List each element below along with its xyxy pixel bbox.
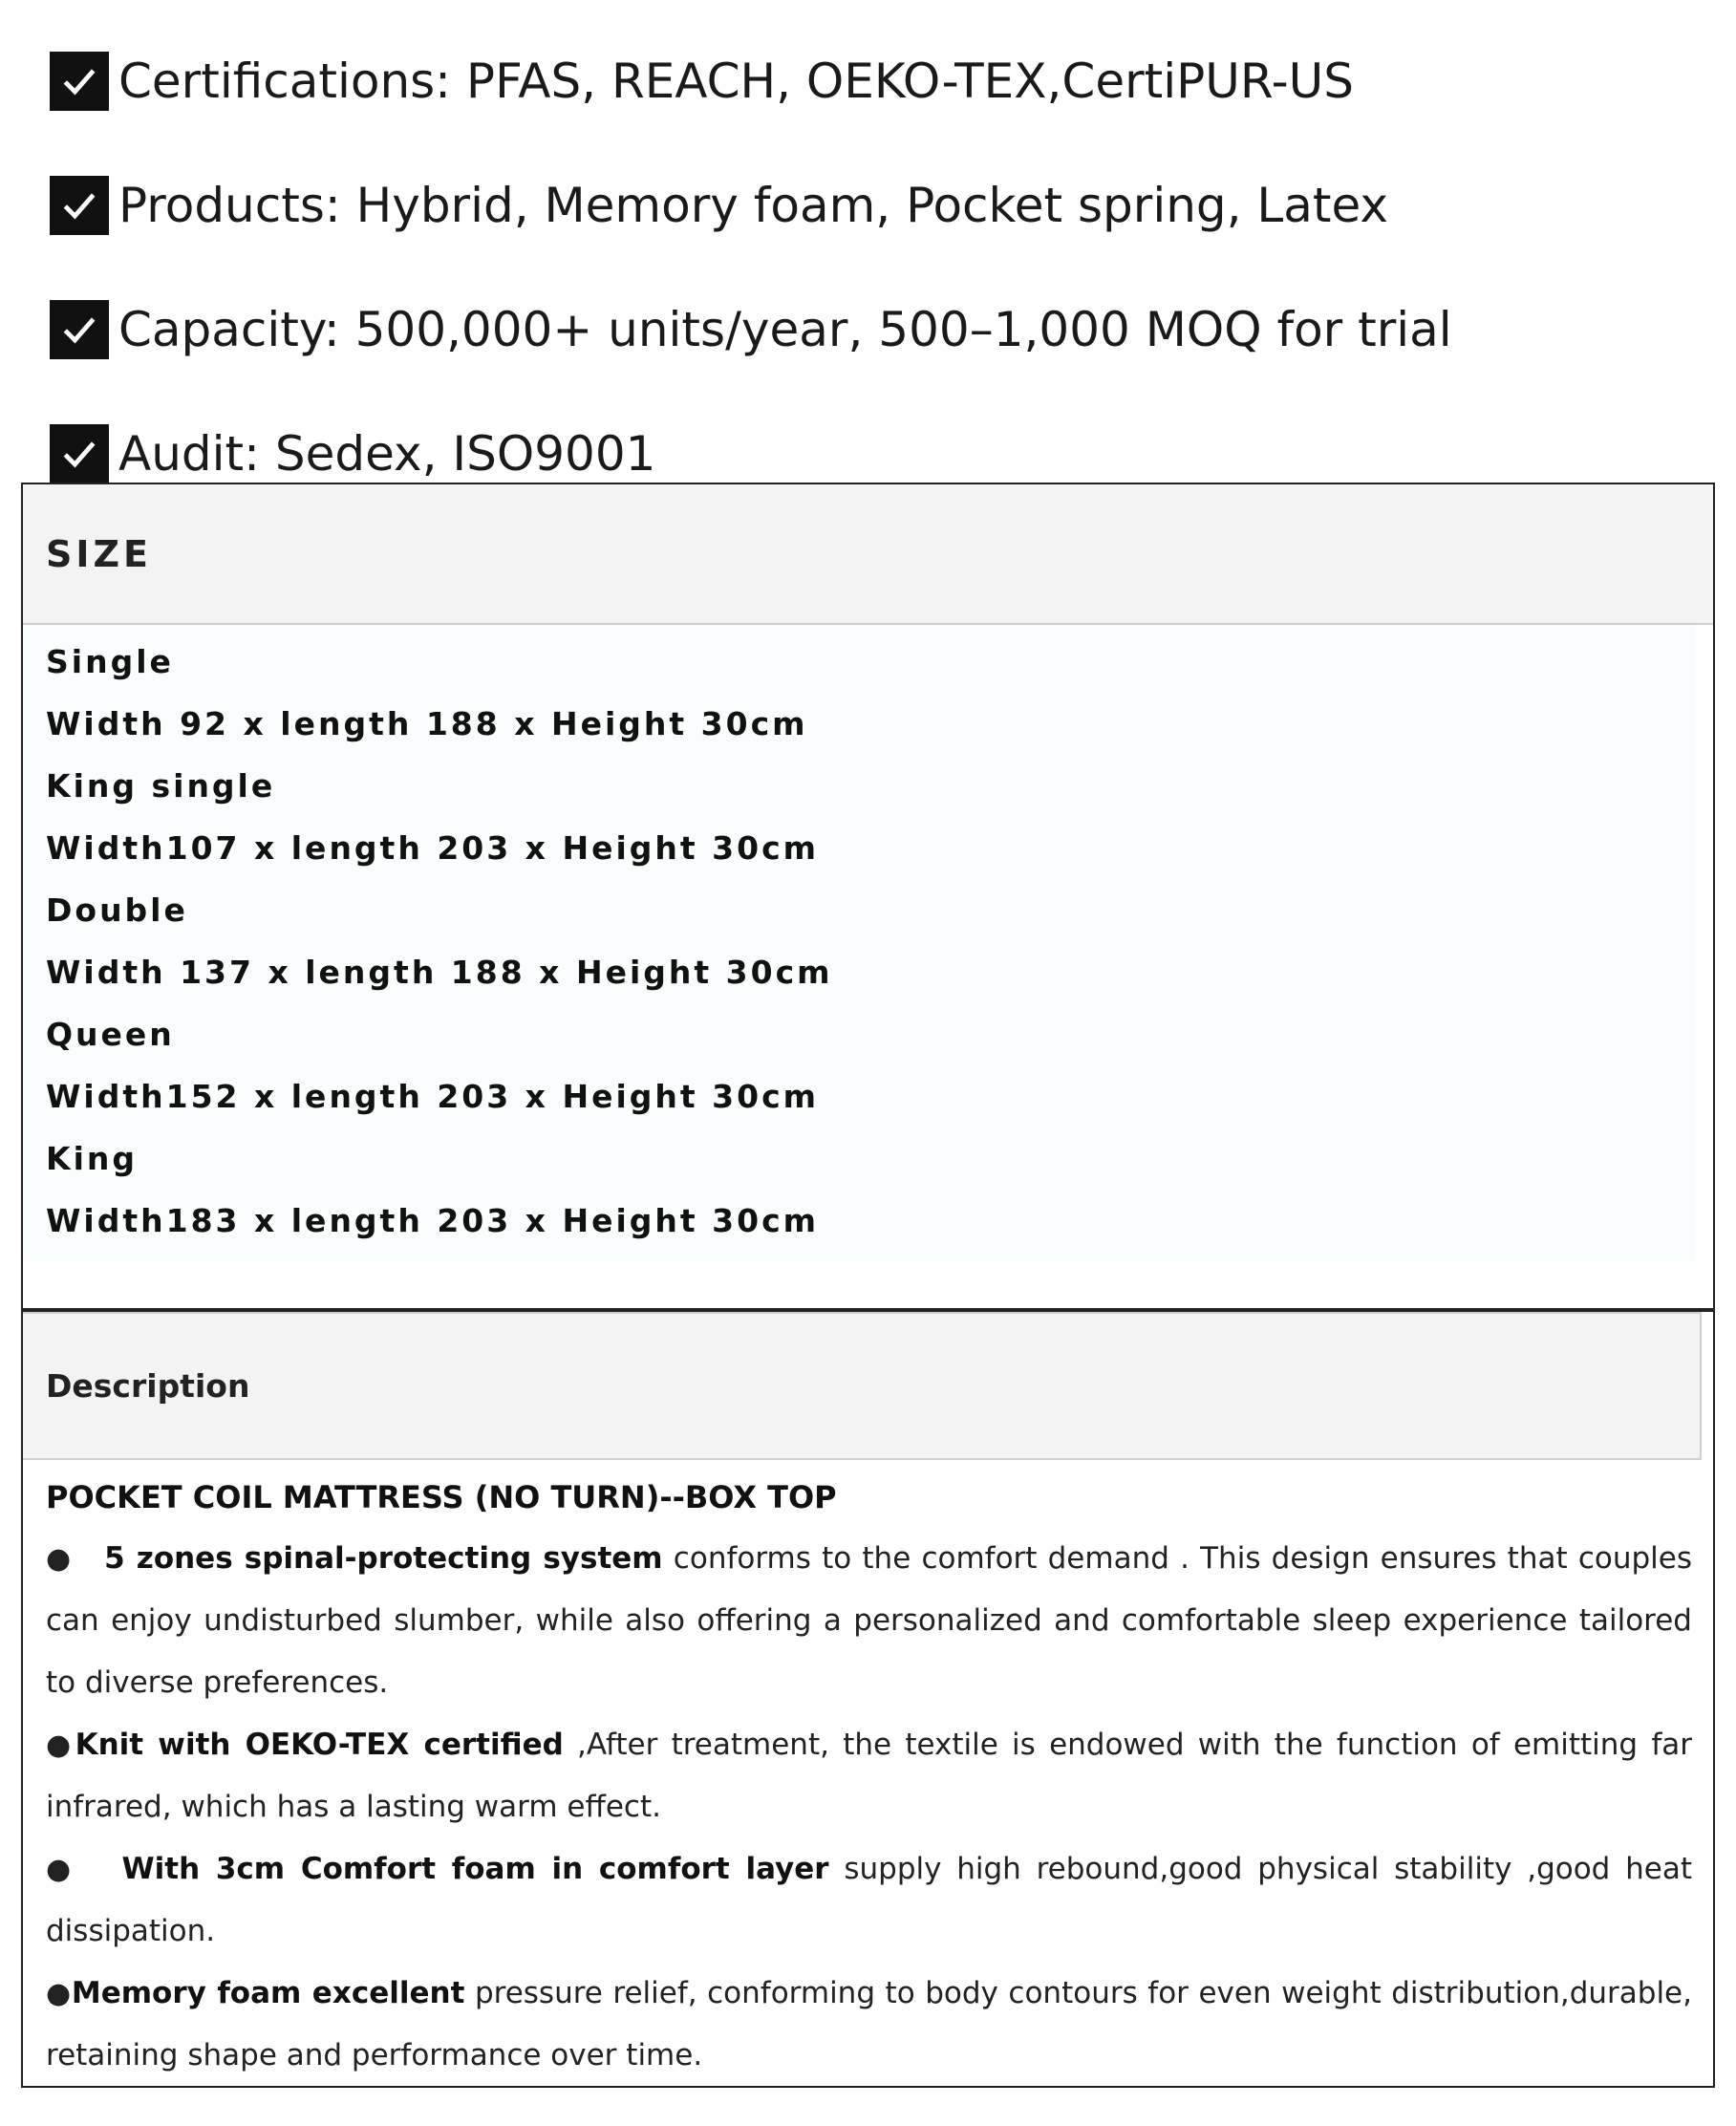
description-heading: Description	[23, 1312, 1702, 1460]
feature-highlight: Knit with OEKO-TEX certified	[75, 1728, 564, 1762]
product-title: POCKET COIL MATTRESS (NO TURN)--BOX TOP	[46, 1478, 837, 1515]
feature-text: conforms to the comfort demand . This design ensures that couples can enjoy undisturbed slumber, while also offering a personalized and comfortable sleep experience tailored to diverse preferences.	[46, 1541, 1692, 1700]
checklist-item-text: Audit: Sedex, ISO9001	[118, 426, 656, 482]
size-heading: SIZE	[23, 484, 1713, 625]
size-name: Single	[46, 643, 174, 680]
checkbox-checked-icon	[50, 176, 109, 235]
checklist-item-text: Products: Hybrid, Memory foam, Pocket spring, Latex	[118, 178, 1389, 233]
description-section	[21, 1310, 1715, 2088]
size-dimensions: Width183 x length 203 x Height 30cm	[46, 1202, 820, 1239]
feature-text: supply high rebound,good physical stability ,good heat dissipation.	[46, 1852, 1692, 1948]
checklist-item-text: Capacity: 500,000+ units/year, 500–1,000 MOQ for trial	[118, 302, 1452, 357]
feature-highlight: Memory foam excellent	[71, 1976, 465, 2010]
feature-highlight: 5 zones spinal-protecting system	[104, 1541, 663, 1576]
size-dimensions: Width 137 x length 188 x Height 30cm	[46, 954, 833, 991]
checklist-item	[50, 143, 1712, 268]
bullet-icon: ●	[46, 1853, 77, 1886]
checkbox-checked-icon	[50, 300, 109, 359]
size-name: King	[46, 1140, 138, 1177]
size-dimensions: Width152 x length 203 x Height 30cm	[46, 1078, 820, 1115]
feature-text: pressure relief, conforming to body contours for even weight distribution,durable, retaining shape and performance over time.	[46, 1976, 1692, 2072]
size-section	[21, 483, 1715, 1310]
size-name: King single	[46, 767, 276, 805]
size-list	[23, 625, 1696, 1261]
checklist-item	[50, 268, 1712, 392]
checkbox-checked-icon	[50, 424, 109, 483]
feature-highlight: With 3cm Comfort foam in comfort layer	[121, 1852, 829, 1886]
size-name: Queen	[46, 1016, 175, 1053]
feature-paragraph	[46, 1528, 1692, 1714]
description-body	[23, 1460, 1713, 2087]
size-dimensions: Width107 x length 203 x Height 30cm	[46, 829, 820, 867]
checklist-item	[50, 19, 1712, 143]
feature-paragraph	[46, 1963, 1692, 2087]
bullet-icon: ●	[46, 1729, 75, 1762]
bullet-icon: ●	[46, 1542, 73, 1576]
size-name: Double	[46, 891, 188, 929]
feature-paragraph	[46, 1714, 1692, 1838]
checklist-item-text: Certifications: PFAS, REACH, OEKO-TEX,CertiPUR-US	[118, 54, 1354, 109]
bullet-icon: ●	[46, 1977, 72, 2010]
feature-paragraph	[46, 1838, 1692, 1963]
checkbox-checked-icon	[50, 52, 109, 111]
checklist	[50, 19, 1712, 516]
feature-text: ,After treatment, the textile is endowed with the function of emitting far infrared, which has a lasting warm effect.	[46, 1728, 1692, 1824]
size-dimensions: Width 92 x length 188 x Height 30cm	[46, 705, 808, 742]
